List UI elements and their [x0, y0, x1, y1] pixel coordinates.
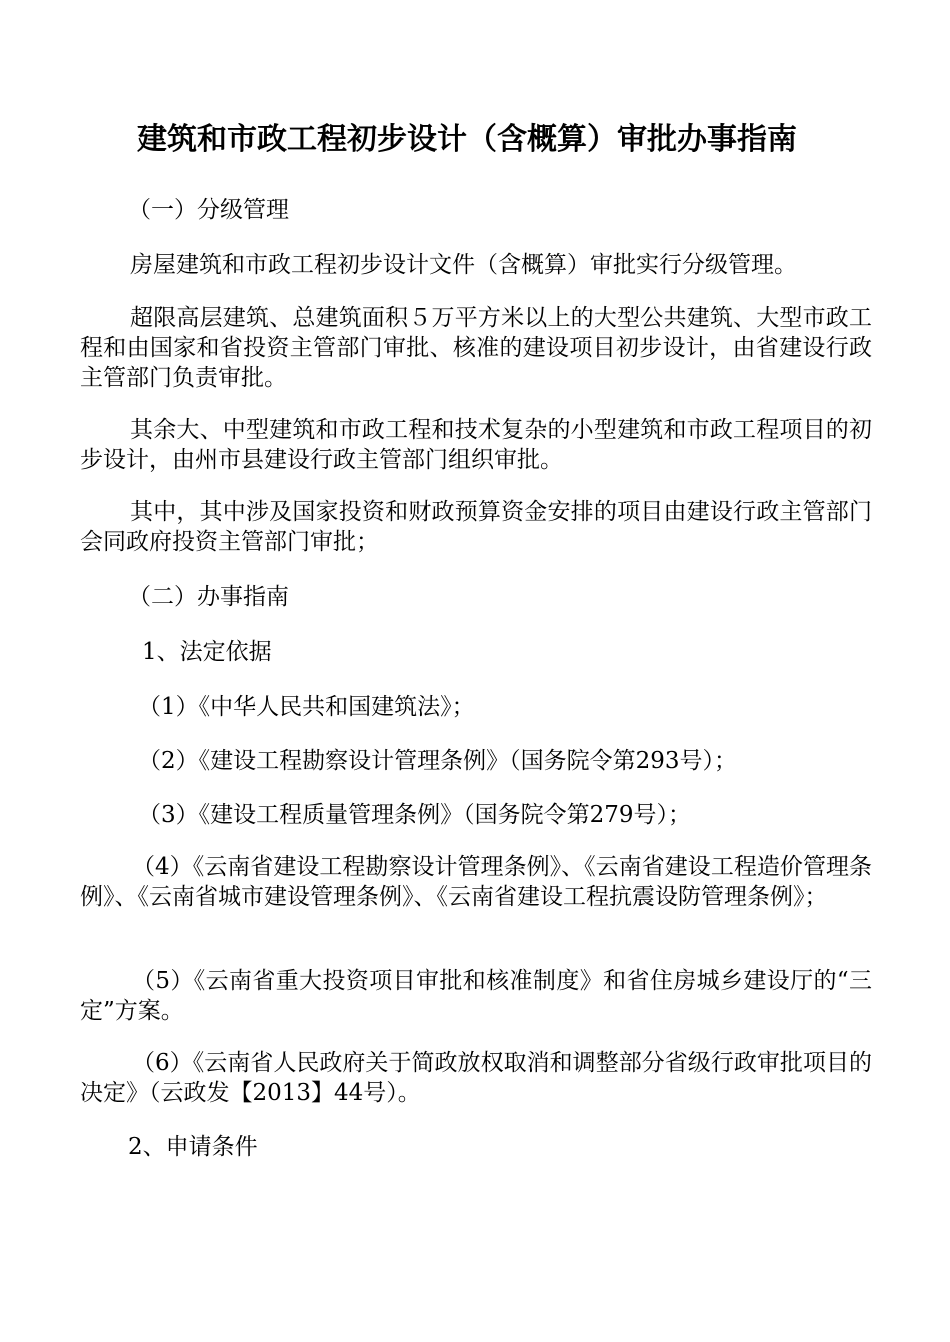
legal-basis-item-1: （1）《中华人民共和国建筑法》；	[138, 694, 475, 720]
section-heading-tiered-management: （一）分级管理	[128, 197, 289, 223]
section-heading-guide: （二）办事指南	[128, 584, 289, 610]
legal-basis-item-4: （4）《云南省建设工程勘察设计管理条例》、《云南省建设工程造价管理条例》、《云南省城市建设管理条例》、《云南省建设工程抗震设防管理条例》；	[80, 854, 872, 910]
legal-basis-item-2: （2）《建设工程勘察设计管理条例》（国务院令第293号）；	[138, 748, 738, 774]
paragraph-provincial-approval: 超限高层建筑、总建筑面积５万平方米以上的大型公共建筑、大型市政工程和由国家和省投资主管部门审批、核准的建设项目初步设计，由省建设行政主管部门负责审批。	[80, 305, 872, 391]
paragraph-county-approval: 其余大、中型建筑和市政工程和技术复杂的小型建筑和市政工程项目的初步设计，由州市县建设行政主管部门组织审批。	[80, 417, 872, 473]
paragraph-government-investment: 其中，其中涉及国家投资和财政预算资金安排的项目由建设行政主管部门会同政府投资主管部门审批；	[80, 499, 872, 555]
legal-basis-item-3: （3）《建设工程质量管理条例》（国务院令第279号）；	[138, 802, 692, 828]
legal-basis-item-5: （5）《云南省重大投资项目审批和核准制度》和省住房城乡建设厅的“三定”方案。	[80, 968, 872, 1024]
subheading-legal-basis: 1、法定依据	[142, 639, 272, 665]
legal-basis-item-6: （6）《云南省人民政府关于简政放权取消和调整部分省级行政审批项目的决定》（云政发【2013】44号）。	[80, 1050, 872, 1106]
subheading-application-conditions: 2、申请条件	[128, 1134, 258, 1160]
document-title: 建筑和市政工程初步设计（含概算）审批办事指南	[137, 122, 797, 157]
paragraph-tiered-approval: 房屋建筑和市政工程初步设计文件（含概算）审批实行分级管理。	[130, 252, 797, 278]
